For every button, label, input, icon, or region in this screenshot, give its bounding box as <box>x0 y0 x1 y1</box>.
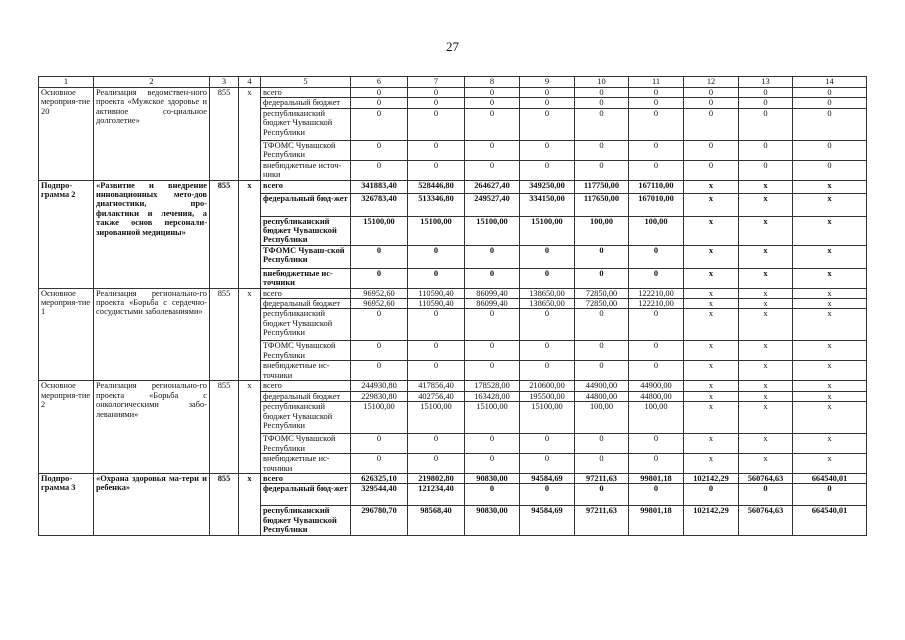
amount-cell: x <box>684 361 739 381</box>
amount-cell: 100,00 <box>629 216 684 245</box>
amount-cell: 117750,00 <box>575 180 629 193</box>
amount-cell: x <box>793 434 867 454</box>
funding-source: внебюджетные ис-точники <box>261 454 351 474</box>
amount-cell: 0 <box>739 140 793 160</box>
amount-cell: 0 <box>465 341 520 361</box>
column-number-row <box>39 77 867 88</box>
amount-cell: 0 <box>465 160 520 180</box>
amount-cell: x <box>793 268 867 288</box>
funding-source: федеральный бюджет <box>261 391 351 401</box>
amount-cell: 0 <box>351 434 408 454</box>
amount-cell: 94584,69 <box>520 506 575 535</box>
amount-cell: 0 <box>408 268 465 288</box>
responsible-code: 855 <box>210 180 239 288</box>
column-number: 8 <box>465 77 520 88</box>
amount-cell: x <box>684 299 739 309</box>
funding-source: федеральный бюджет <box>261 299 351 309</box>
amount-cell: 99801,18 <box>629 506 684 535</box>
code-marker: x <box>239 88 261 181</box>
amount-cell: 528446,80 <box>408 180 465 193</box>
amount-cell: x <box>684 288 739 298</box>
amount-cell: 513346,80 <box>408 193 465 216</box>
table-row <box>39 288 867 298</box>
amount-cell: x <box>739 381 793 391</box>
amount-cell: 0 <box>351 245 408 268</box>
amount-cell: 0 <box>684 88 739 98</box>
amount-cell: 167010,00 <box>629 193 684 216</box>
amount-cell: 0 <box>351 160 408 180</box>
amount-cell: 0 <box>684 484 739 506</box>
amount-cell: 0 <box>575 245 629 268</box>
amount-cell: 0 <box>575 160 629 180</box>
amount-cell: 0 <box>520 108 575 140</box>
amount-cell: 349250,00 <box>520 180 575 193</box>
amount-cell: 626325,10 <box>351 473 408 483</box>
measure-name: Реализация регионально-го проекта «Борьба с онкологическими забо-леваниями» <box>94 381 210 474</box>
amount-cell: 0 <box>629 434 684 454</box>
amount-cell: 44900,00 <box>629 381 684 391</box>
amount-cell: 0 <box>629 88 684 98</box>
amount-cell: 0 <box>520 88 575 98</box>
amount-cell: 0 <box>465 88 520 98</box>
funding-source: ТФОМС Чувашской Республики <box>261 341 351 361</box>
funding-source: ТФОМС Чувашской Республики <box>261 434 351 454</box>
funding-source: всего <box>261 288 351 298</box>
amount-cell: 296780,70 <box>351 506 408 535</box>
amount-cell: 0 <box>520 434 575 454</box>
funding-source: федеральный бюд-жет <box>261 484 351 506</box>
amount-cell: 15100,00 <box>408 402 465 434</box>
amount-cell: 0 <box>520 140 575 160</box>
amount-cell: 0 <box>465 140 520 160</box>
amount-cell: x <box>793 454 867 474</box>
amount-cell: 326783,40 <box>351 193 408 216</box>
amount-cell: 0 <box>351 88 408 98</box>
amount-cell: 167110,00 <box>629 180 684 193</box>
amount-cell: 0 <box>793 98 867 108</box>
responsible-code: 855 <box>210 473 239 535</box>
code-marker: x <box>239 288 261 381</box>
amount-cell: 664540,01 <box>793 473 867 483</box>
funding-source: федеральный бюд-жет <box>261 193 351 216</box>
funding-source: всего <box>261 88 351 98</box>
amount-cell: 0 <box>465 268 520 288</box>
amount-cell: 244930,80 <box>351 381 408 391</box>
amount-cell: x <box>739 361 793 381</box>
amount-cell: 15100,00 <box>408 216 465 245</box>
amount-cell: 72850,00 <box>575 299 629 309</box>
amount-cell: 0 <box>465 361 520 381</box>
amount-cell: 210600,00 <box>520 381 575 391</box>
table-row <box>39 88 867 98</box>
column-number: 10 <box>575 77 629 88</box>
funding-source: всего <box>261 180 351 193</box>
page-number: 27 <box>446 39 459 54</box>
column-number: 3 <box>210 77 239 88</box>
amount-cell: 0 <box>684 140 739 160</box>
amount-cell: 0 <box>351 108 408 140</box>
amount-cell: 0 <box>408 160 465 180</box>
amount-cell: 0 <box>351 361 408 381</box>
amount-cell: 0 <box>520 160 575 180</box>
amount-cell: 102142,29 <box>684 473 739 483</box>
amount-cell: 15100,00 <box>351 216 408 245</box>
amount-cell: 90830,00 <box>465 473 520 483</box>
funding-source: всего <box>261 381 351 391</box>
table-row <box>39 180 867 193</box>
responsible-code: 855 <box>210 88 239 181</box>
amount-cell: 100,00 <box>575 402 629 434</box>
amount-cell: 44800,00 <box>575 391 629 401</box>
amount-cell: 0 <box>520 454 575 474</box>
amount-cell: 0 <box>520 341 575 361</box>
funding-source: республиканский бюджет Чувашской Республики <box>261 309 351 341</box>
amount-cell: 0 <box>465 454 520 474</box>
funding-source: республиканский бюджет Чувашской Республики <box>261 506 351 535</box>
amount-cell: 0 <box>684 98 739 108</box>
amount-cell: x <box>793 299 867 309</box>
funding-source: республиканский бюджет Чувашской Республики <box>261 108 351 140</box>
amount-cell: 0 <box>351 341 408 361</box>
amount-cell: 0 <box>408 140 465 160</box>
column-number: 11 <box>629 77 684 88</box>
amount-cell: 15100,00 <box>465 216 520 245</box>
code-marker: x <box>239 180 261 288</box>
amount-cell: x <box>793 391 867 401</box>
measure-name: Реализация регионально-го проекта «Борьба с сердечно-сосудистыми заболеваниями» <box>94 288 210 381</box>
amount-cell: 97211,63 <box>575 473 629 483</box>
amount-cell: 0 <box>575 454 629 474</box>
column-number: 7 <box>408 77 465 88</box>
amount-cell: 0 <box>520 361 575 381</box>
amount-cell: 219802,80 <box>408 473 465 483</box>
amount-cell: 98568,40 <box>408 506 465 535</box>
amount-cell: 229830,80 <box>351 391 408 401</box>
amount-cell: 0 <box>629 160 684 180</box>
measure-status: Основное мероприя-тие 2 <box>39 381 94 474</box>
amount-cell: 264627,40 <box>465 180 520 193</box>
amount-cell: 122210,00 <box>629 288 684 298</box>
amount-cell: 0 <box>793 484 867 506</box>
measure-status: Основное мероприя-тие 20 <box>39 88 94 181</box>
amount-cell: 0 <box>629 98 684 108</box>
amount-cell: x <box>793 381 867 391</box>
amount-cell: 0 <box>575 434 629 454</box>
amount-cell: 0 <box>739 160 793 180</box>
amount-cell: 0 <box>465 245 520 268</box>
code-marker: x <box>239 381 261 474</box>
amount-cell: 0 <box>351 140 408 160</box>
funding-source: федеральный бюджет <box>261 98 351 108</box>
amount-cell: 341883,40 <box>351 180 408 193</box>
amount-cell: 0 <box>739 88 793 98</box>
amount-cell: 110590,40 <box>408 299 465 309</box>
amount-cell: 0 <box>684 160 739 180</box>
amount-cell: 0 <box>793 88 867 98</box>
amount-cell: x <box>739 454 793 474</box>
column-number: 9 <box>520 77 575 88</box>
amount-cell: 0 <box>575 108 629 140</box>
amount-cell: 117650,00 <box>575 193 629 216</box>
amount-cell: 138650,00 <box>520 288 575 298</box>
amount-cell: x <box>793 402 867 434</box>
amount-cell: x <box>739 193 793 216</box>
amount-cell: 97211,63 <box>575 506 629 535</box>
amount-cell: 0 <box>793 140 867 160</box>
amount-cell: 0 <box>520 484 575 506</box>
amount-cell: 0 <box>408 309 465 341</box>
amount-cell: 0 <box>629 268 684 288</box>
funding-source: ТФОМС Чуваш-ской Республики <box>261 245 351 268</box>
amount-cell: 0 <box>351 268 408 288</box>
amount-cell: 0 <box>408 108 465 140</box>
amount-cell: 0 <box>739 484 793 506</box>
amount-cell: 0 <box>465 434 520 454</box>
amount-cell: 0 <box>520 98 575 108</box>
amount-cell: x <box>684 245 739 268</box>
amount-cell: 0 <box>351 309 408 341</box>
amount-cell: 334150,00 <box>520 193 575 216</box>
amount-cell: 100,00 <box>575 216 629 245</box>
funding-source: внебюджетные ис-точники <box>261 361 351 381</box>
amount-cell: 560764,63 <box>739 473 793 483</box>
amount-cell: 86099,40 <box>465 288 520 298</box>
funding-table <box>38 76 867 536</box>
amount-cell: 0 <box>520 268 575 288</box>
amount-cell: 15100,00 <box>465 402 520 434</box>
amount-cell: x <box>684 193 739 216</box>
amount-cell: 0 <box>629 454 684 474</box>
amount-cell: 0 <box>408 434 465 454</box>
amount-cell: 0 <box>739 108 793 140</box>
amount-cell: x <box>684 391 739 401</box>
amount-cell: 0 <box>575 341 629 361</box>
measure-status: Основное мероприя-тие 1 <box>39 288 94 381</box>
code-marker: x <box>239 473 261 535</box>
amount-cell: 0 <box>629 484 684 506</box>
amount-cell: 0 <box>629 361 684 381</box>
column-number: 6 <box>351 77 408 88</box>
amount-cell: 15100,00 <box>520 216 575 245</box>
amount-cell: 100,00 <box>629 402 684 434</box>
amount-cell: 121234,40 <box>408 484 465 506</box>
amount-cell: 0 <box>351 98 408 108</box>
amount-cell: x <box>793 216 867 245</box>
amount-cell: x <box>739 299 793 309</box>
amount-cell: 402756,40 <box>408 391 465 401</box>
amount-cell: 0 <box>629 309 684 341</box>
amount-cell: 94584,69 <box>520 473 575 483</box>
amount-cell: 138650,00 <box>520 299 575 309</box>
amount-cell: 99801,18 <box>629 473 684 483</box>
amount-cell: 0 <box>575 268 629 288</box>
measure-name: Реализация ведомствен-ного проекта «Мужское здоровье и активное со-циальное долголетие» <box>94 88 210 181</box>
amount-cell: 102142,29 <box>684 506 739 535</box>
amount-cell: 0 <box>629 341 684 361</box>
measure-status: Подпро-грамма 2 <box>39 180 94 288</box>
column-number: 12 <box>684 77 739 88</box>
measure-name: «Охрана здоровья ма-тери и ребенка» <box>94 473 210 535</box>
amount-cell: 96952,60 <box>351 299 408 309</box>
amount-cell: 90830,00 <box>465 506 520 535</box>
column-number: 14 <box>793 77 867 88</box>
column-number: 1 <box>39 77 94 88</box>
amount-cell: 0 <box>684 108 739 140</box>
table-row <box>39 381 867 391</box>
amount-cell: 44900,00 <box>575 381 629 391</box>
amount-cell: 0 <box>351 454 408 474</box>
funding-source: ТФОМС Чувашской Республики <box>261 140 351 160</box>
amount-cell: x <box>684 454 739 474</box>
amount-cell: x <box>739 402 793 434</box>
amount-cell: x <box>739 268 793 288</box>
amount-cell: x <box>739 434 793 454</box>
amount-cell: 0 <box>520 309 575 341</box>
amount-cell: 96952,60 <box>351 288 408 298</box>
amount-cell: x <box>684 434 739 454</box>
amount-cell: 417856,40 <box>408 381 465 391</box>
funding-source: всего <box>261 473 351 483</box>
amount-cell: 0 <box>465 98 520 108</box>
amount-cell: 664540,01 <box>793 506 867 535</box>
amount-cell: 0 <box>793 108 867 140</box>
amount-cell: 0 <box>575 88 629 98</box>
column-number: 2 <box>94 77 210 88</box>
amount-cell: x <box>739 341 793 361</box>
amount-cell: 0 <box>629 245 684 268</box>
amount-cell: 72850,00 <box>575 288 629 298</box>
amount-cell: x <box>684 341 739 361</box>
amount-cell: 0 <box>575 484 629 506</box>
amount-cell: 0 <box>408 245 465 268</box>
amount-cell: 0 <box>408 88 465 98</box>
amount-cell: 15100,00 <box>520 402 575 434</box>
amount-cell: 163428,00 <box>465 391 520 401</box>
responsible-code: 855 <box>210 381 239 474</box>
amount-cell: x <box>739 288 793 298</box>
amount-cell: x <box>793 288 867 298</box>
amount-cell: x <box>793 245 867 268</box>
funding-source: внебюджетные источ-ники <box>261 160 351 180</box>
amount-cell: 0 <box>408 454 465 474</box>
amount-cell: x <box>793 193 867 216</box>
amount-cell: 329544,40 <box>351 484 408 506</box>
amount-cell: 0 <box>793 160 867 180</box>
column-number: 4 <box>239 77 261 88</box>
amount-cell: 0 <box>520 245 575 268</box>
amount-cell: x <box>739 180 793 193</box>
amount-cell: x <box>684 180 739 193</box>
measure-status: Подпро-грамма 3 <box>39 473 94 535</box>
amount-cell: 0 <box>575 140 629 160</box>
amount-cell: 0 <box>465 484 520 506</box>
amount-cell: 178528,00 <box>465 381 520 391</box>
amount-cell: x <box>684 402 739 434</box>
amount-cell: 0 <box>739 98 793 108</box>
amount-cell: 195500,00 <box>520 391 575 401</box>
amount-cell: x <box>793 309 867 341</box>
responsible-code: 855 <box>210 288 239 381</box>
amount-cell: 0 <box>465 309 520 341</box>
column-number: 13 <box>739 77 793 88</box>
amount-cell: 0 <box>629 108 684 140</box>
amount-cell: 0 <box>575 361 629 381</box>
measure-name: «Развитие и внедрение инновационных мето-дов диагностики, про-филактики и лечения, а также основ персонали-зированной медицины» <box>94 180 210 288</box>
amount-cell: 44800,00 <box>629 391 684 401</box>
funding-source: республиканский бюджет Чувашской Республики <box>261 216 351 245</box>
amount-cell: 110590,40 <box>408 288 465 298</box>
amount-cell: 0 <box>629 140 684 160</box>
amount-cell: 249527,40 <box>465 193 520 216</box>
amount-cell: x <box>684 381 739 391</box>
amount-cell: x <box>793 341 867 361</box>
amount-cell: x <box>739 216 793 245</box>
funding-source: внебюджетные ис-точники <box>261 268 351 288</box>
amount-cell: x <box>739 245 793 268</box>
amount-cell: 0 <box>408 98 465 108</box>
amount-cell: x <box>793 361 867 381</box>
amount-cell: 122210,00 <box>629 299 684 309</box>
amount-cell: 15100,00 <box>351 402 408 434</box>
amount-cell: x <box>684 309 739 341</box>
amount-cell: x <box>739 309 793 341</box>
amount-cell: 0 <box>465 108 520 140</box>
amount-cell: 0 <box>408 341 465 361</box>
amount-cell: x <box>793 180 867 193</box>
column-number: 5 <box>261 77 351 88</box>
amount-cell: x <box>684 216 739 245</box>
amount-cell: 0 <box>575 98 629 108</box>
amount-cell: x <box>684 268 739 288</box>
amount-cell: 86099,40 <box>465 299 520 309</box>
amount-cell: 0 <box>408 361 465 381</box>
amount-cell: 560764,63 <box>739 506 793 535</box>
amount-cell: 0 <box>575 309 629 341</box>
amount-cell: x <box>739 391 793 401</box>
funding-source: республиканский бюджет Чувашской Республики <box>261 402 351 434</box>
table-row <box>39 473 867 483</box>
